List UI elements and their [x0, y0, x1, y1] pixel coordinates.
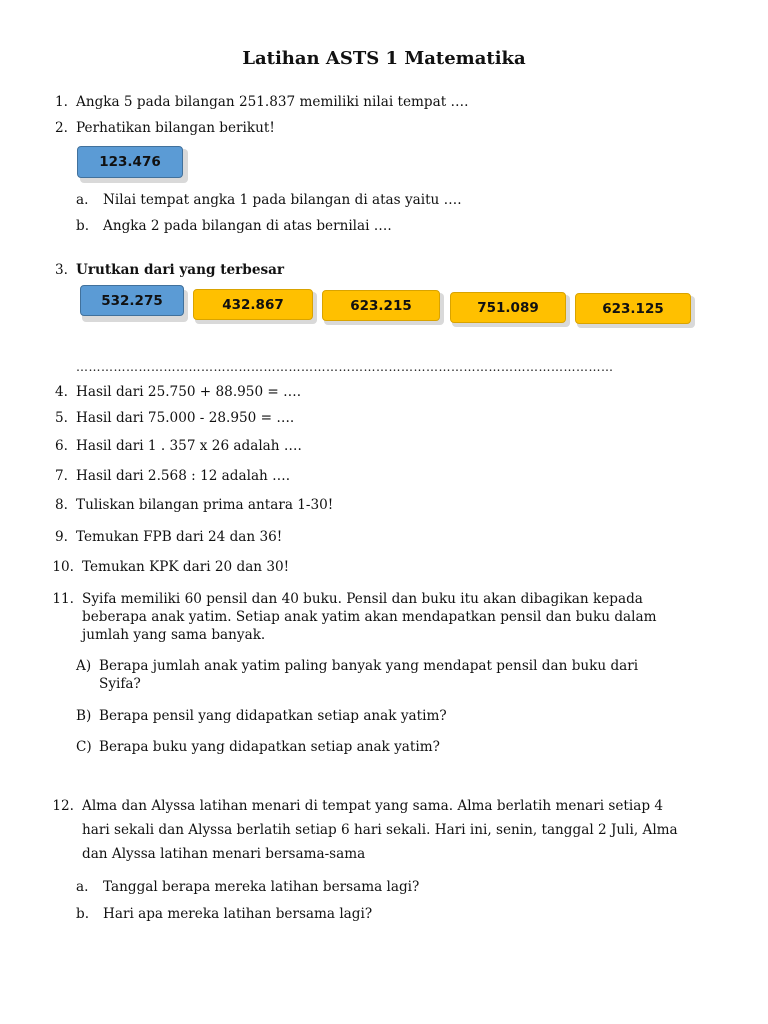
- question-1-text: Angka 5 pada bilangan 251.837 memiliki nilai tempat ….: [76, 94, 469, 110]
- question-number-9: 9.: [55, 529, 68, 545]
- question-2a-text: Nilai tempat angka 1 pada bilangan di atas yaitu ….: [103, 192, 462, 208]
- question-2b-label: b.: [76, 218, 90, 234]
- order-box-4: 751.089: [450, 292, 566, 323]
- question-5-text: Hasil dari 75.000 - 28.950 = ….: [76, 410, 295, 426]
- question-number-4: 4.: [55, 384, 68, 400]
- question-number-12: 12.: [52, 798, 74, 814]
- question-number-1: 1.: [55, 94, 68, 110]
- question-12a-text: Tanggal berapa mereka latihan bersama lagi?: [103, 879, 420, 895]
- order-box-5: 623.125: [575, 293, 691, 324]
- question-11c-text: Berapa buku yang didapatkan setiap anak yatim?: [99, 739, 440, 755]
- question-11b-label: B): [76, 708, 92, 724]
- page-title: Latihan ASTS 1 Matematika: [242, 48, 526, 69]
- question-7-text: Hasil dari 2.568 : 12 adalah ….: [76, 468, 291, 484]
- question-6-text: Hasil dari 1 . 357 x 26 adalah ….: [76, 438, 302, 454]
- question-11b-text: Berapa pensil yang didapatkan setiap anak yatim?: [99, 708, 447, 724]
- question-11-line-1: Syifa memiliki 60 pensil dan 40 buku. Pensil dan buku itu akan dibagikan kepada: [82, 591, 643, 607]
- question-2b-text: Angka 2 pada bilangan di atas bernilai ….: [103, 218, 392, 234]
- question-11-line-3: jumlah yang sama banyak.: [82, 627, 266, 643]
- question-11c-label: C): [76, 739, 92, 755]
- question-4-text: Hasil dari 25.750 + 88.950 = ….: [76, 384, 302, 400]
- question-2a-label: a.: [76, 192, 89, 208]
- question-12a-label: a.: [76, 879, 89, 895]
- order-box-3: 623.215: [322, 290, 440, 321]
- question-12-line-3: dan Alyssa latihan menari bersama-sama: [82, 846, 366, 862]
- question-number-11: 11.: [52, 591, 74, 607]
- question-number-5: 5.: [55, 410, 68, 426]
- question-number-2: 2.: [55, 120, 68, 136]
- question-12b-text: Hari apa mereka latihan bersama lagi?: [103, 906, 373, 922]
- question-9-text: Temukan FPB dari 24 dan 36!: [76, 529, 283, 545]
- question-11a-label: A): [76, 658, 92, 674]
- question-2-text: Perhatikan bilangan berikut!: [76, 120, 275, 136]
- number-box-123476: 123.476: [77, 146, 183, 178]
- question-8-text: Tuliskan bilangan prima antara 1-30!: [76, 497, 334, 513]
- question-12-line-2: hari sekali dan Alyssa berlatih setiap 6 hari sekali. Hari ini, senin, tanggal 2 Juli, Alma: [82, 822, 678, 838]
- question-number-3: 3.: [55, 262, 68, 278]
- question-number-8: 8.: [55, 497, 68, 513]
- question-number-7: 7.: [55, 468, 68, 484]
- order-box-1: 532.275: [80, 285, 184, 316]
- question-10-text: Temukan KPK dari 20 dan 30!: [82, 559, 290, 575]
- question-12-line-1: Alma dan Alyssa latihan menari di tempat yang sama. Alma berlatih menari setiap 4: [82, 798, 664, 814]
- order-box-2: 432.867: [193, 289, 313, 320]
- question-12b-label: b.: [76, 906, 90, 922]
- question-number-6: 6.: [55, 438, 68, 454]
- question-number-10: 10.: [52, 559, 74, 575]
- question-11a-line-1: Berapa jumlah anak yatim paling banyak yang mendapat pensil dan buku dari: [99, 658, 639, 674]
- question-11a-line-2: Syifa?: [99, 676, 141, 692]
- question-11-line-2: beberapa anak yatim. Setiap anak yatim akan mendapatkan pensil dan buku dalam: [82, 609, 657, 625]
- answer-line: …………………………………………………………………………………………………………………: [76, 360, 614, 374]
- question-3-text: Urutkan dari yang terbesar: [76, 262, 285, 278]
